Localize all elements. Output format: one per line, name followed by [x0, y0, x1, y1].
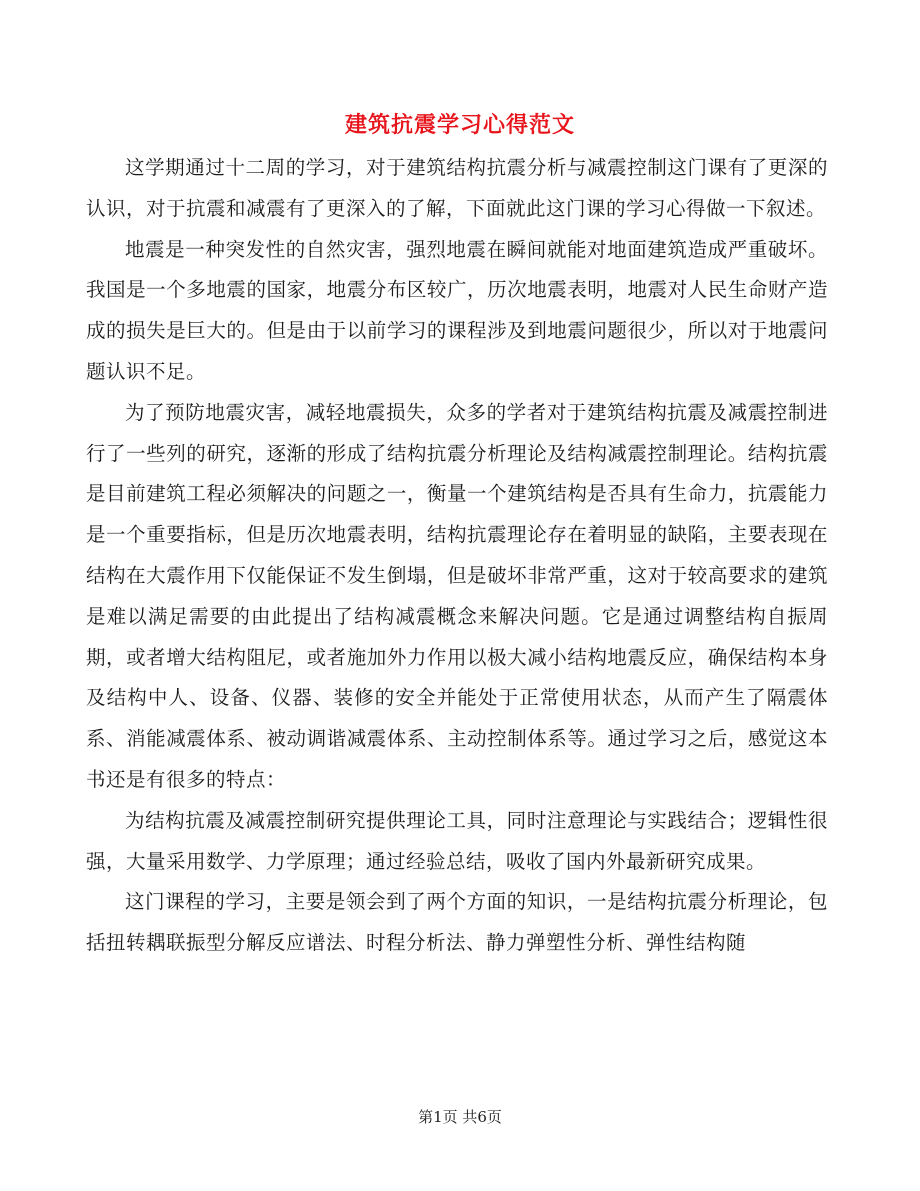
paragraph-3: 为了预防地震灾害，减轻地震损失，众多的学者对于建筑结构抗震及减震控制进行了一些列的研究，逐渐的形成了结构抗震分析理论及结构减震控制理论。结构抗震是目前建筑工程必须解决的问题之一，衡量一个建筑结构是否具有生命力，抗震能力是一个重要指标，但是历次地震表明，结构抗震理论存在着明显的缺陷，主要表现在结构在大震作用下仅能保证不发生倒塌，但是破坏非常严重，这对于较高要求的建筑是难以满足需要的由此提出了结构减震概念来解决问题。它是通过调整结构自振周期，或者增大结构阻尼，或者施加外力作用以极大减小结构地震反应，确保结构本身及结构中人、设备、仪器、装修的安全并能处于正常使用状态，从而产生了隔震体系、消能减震体系、被动调谐减震体系、主动控制体系等。通过学习之后，感觉这本书还是有很多的特点： — [86, 400, 828, 791]
document-title: 建筑抗震学习心得范文 — [344, 112, 575, 138]
paragraph-1: 这学期通过十二周的学习，对于建筑结构抗震分析与减震控制这门课有了更深的认识，对于抗震和减震有了更深入的了解，下面就此这门课的学习心得做一下叙述。 — [86, 156, 828, 220]
paragraph-4: 为结构抗震及减震控制研究提供理论工具，同时注意理论与实践结合；逻辑性很强，大量采用数学、力学原理；通过经验总结，吸收了国内外最新研究成果。 — [86, 808, 828, 873]
paragraph-5: 这门课程的学习，主要是领会到了两个方面的知识，一是结构抗震分析理论，包括扭转耦联振型分解反应谱法、时程分析法、静力弹塑性分析、弹性结构随 — [86, 890, 828, 955]
page-number: 第1页 共6页 — [418, 1108, 502, 1126]
paragraph-2: 地震是一种突发性的自然灾害，强烈地震在瞬间就能对地面建筑造成严重破坏。我国是一个多地震的国家，地震分布区较广，历次地震表明，地震对人民生命财产造成的损失是巨大的。但是由于以前学习的课程涉及到地震问题很少，所以对于地震问题认识不足。 — [86, 237, 828, 383]
document-body — [86, 148, 828, 964]
